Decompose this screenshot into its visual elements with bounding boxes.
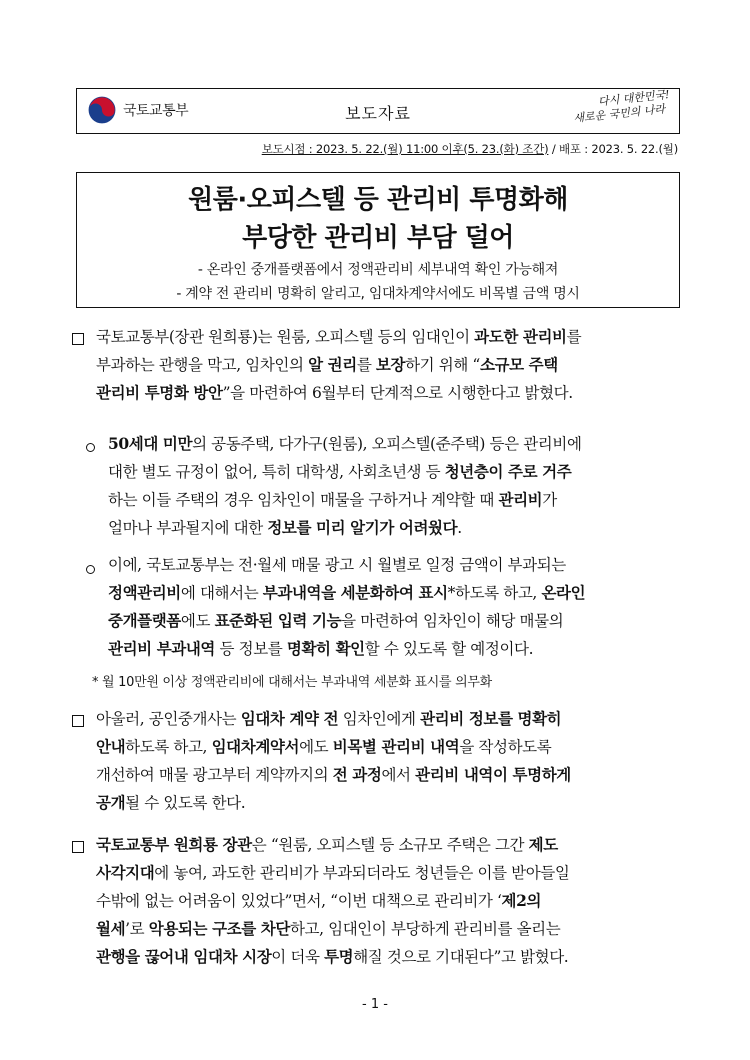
p2-line-1: 50세대 미만의 공동주택, 다가구(원룸), 오피스텔(준주택) 등은 관리비에 bbox=[108, 434, 582, 453]
p5-line-1: 국토교통부 원희룡 장관은 “원룸, 오피스텔 등 소규모 주택은 그간 제도 bbox=[96, 835, 558, 854]
paragraph-2 bbox=[108, 431, 686, 541]
doc-type-label: 보도자료 bbox=[345, 104, 411, 123]
p4-line-1: 아울러, 공인중개사는 임대차 계약 전 임차인에게 관리비 정보를 명확히 bbox=[96, 709, 562, 728]
square-bullet-icon bbox=[72, 841, 84, 853]
header-box bbox=[76, 88, 680, 134]
p2-line-3: 하는 이들 주택의 경우 임차인이 매물을 구하거나 계약할 때 관리비가 bbox=[108, 490, 557, 509]
subtitle-2: - 계약 전 관리비 명확히 알리고, 임대차계약서에도 비목별 금액 명시 bbox=[176, 286, 580, 302]
p2-line-2: 대한 별도 규정이 없어, 특히 대학생, 사회초년생 등 청년층이 주로 거주 bbox=[108, 462, 572, 481]
p1-line-2: 부과하는 관행을 막고, 임차인의 알 권리를 보장하기 위해 “소규모 주택 bbox=[96, 355, 558, 374]
title-line-2: 부당한 관리비 부담 덜어 bbox=[242, 223, 514, 253]
title-box bbox=[76, 172, 680, 308]
circle-bullet-icon bbox=[86, 565, 95, 574]
p3-line-3: 중개플랫폼에도 표준화된 입력 기능을 마련하여 임차인이 해당 매물의 bbox=[108, 611, 564, 630]
slogan bbox=[551, 88, 672, 136]
ministry-name: 국토교통부 bbox=[123, 103, 189, 119]
title-line-1: 원룸·오피스텔 등 관리비 투명화해 bbox=[188, 185, 568, 215]
paragraph-3 bbox=[108, 553, 686, 662]
subtitle-1: - 온라인 중개플랫폼에서 정액관리비 세부내역 확인 가능해져 bbox=[197, 262, 559, 278]
p4-line-3: 개선하여 매물 광고부터 계약까지의 전 과정에서 관리비 내역이 투명하게 bbox=[96, 765, 571, 784]
p4-line-4: 공개될 수 있도록 한다. bbox=[96, 793, 246, 812]
p3-line-4: 관리비 부과내역 등 정보를 명확히 확인할 수 있도록 할 예정이다. bbox=[108, 639, 534, 658]
p3-line-1: 이에, 국토교통부는 전·월세 매물 광고 시 월별로 일정 금액이 부과되는 bbox=[108, 556, 566, 574]
paragraph-4 bbox=[96, 706, 686, 816]
page-number: - 1 - bbox=[362, 997, 388, 1012]
release-time: 보도시점 : 2023. 5. 22.(월) 11:00 이후(5. 23.(화) 조간) bbox=[261, 142, 549, 156]
p5-line-2: 사각지대에 놓여, 과도한 관리비가 부과되더라도 청년들은 이를 받아들일 bbox=[96, 863, 570, 882]
slogan-line-2: 새로운 국민의 나라 bbox=[572, 102, 666, 126]
footnote: * 월 10만원 이상 정액관리비에 대해서는 부과내역 세분화 표시를 의무화 bbox=[92, 675, 492, 690]
p4-line-2: 안내하도록 하고, 임대차계약서에도 비목별 관리비 내역을 작성하도록 bbox=[96, 737, 552, 756]
p5-line-3: 수밖에 없는 어려움이 있었다”면서, “이번 대책으로 관리비가 ‘제2의 bbox=[96, 891, 542, 910]
p1-line-1: 국토교통부(장관 원희룡)는 원룸, 오피스텔 등의 임대인이 과도한 관리비를 bbox=[96, 327, 582, 346]
paragraph-1 bbox=[96, 324, 686, 406]
p3-line-2: 정액관리비에 대해서는 부과내역을 세분화하여 표시*하도록 하고, 온라인 bbox=[108, 583, 586, 602]
square-bullet-icon bbox=[72, 333, 84, 345]
square-bullet-icon bbox=[72, 715, 84, 727]
paragraph-5 bbox=[96, 832, 686, 970]
circle-bullet-icon bbox=[86, 443, 95, 452]
release-info bbox=[262, 141, 678, 157]
p5-line-5: 관행을 끊어내 임대차 시장이 더욱 투명해질 것으로 기대된다”고 밝혔다. bbox=[96, 947, 569, 966]
p2-line-4: 얼마나 부과될지에 대한 정보를 미리 알기가 어려웠다. bbox=[108, 518, 462, 537]
p1-line-3: 관리비 투명화 방안”을 마련하여 6월부터 단계적으로 시행한다고 밝혔다. bbox=[96, 383, 573, 402]
p5-line-4: 월세’로 악용되는 구조를 차단하고, 임대인이 부당하게 관리비를 올리는 bbox=[96, 919, 561, 938]
slogan-line-1: 다시 대한민국! bbox=[597, 87, 671, 109]
distribution-time: / 배포 : 2023. 5. 22.(월) bbox=[548, 142, 678, 156]
